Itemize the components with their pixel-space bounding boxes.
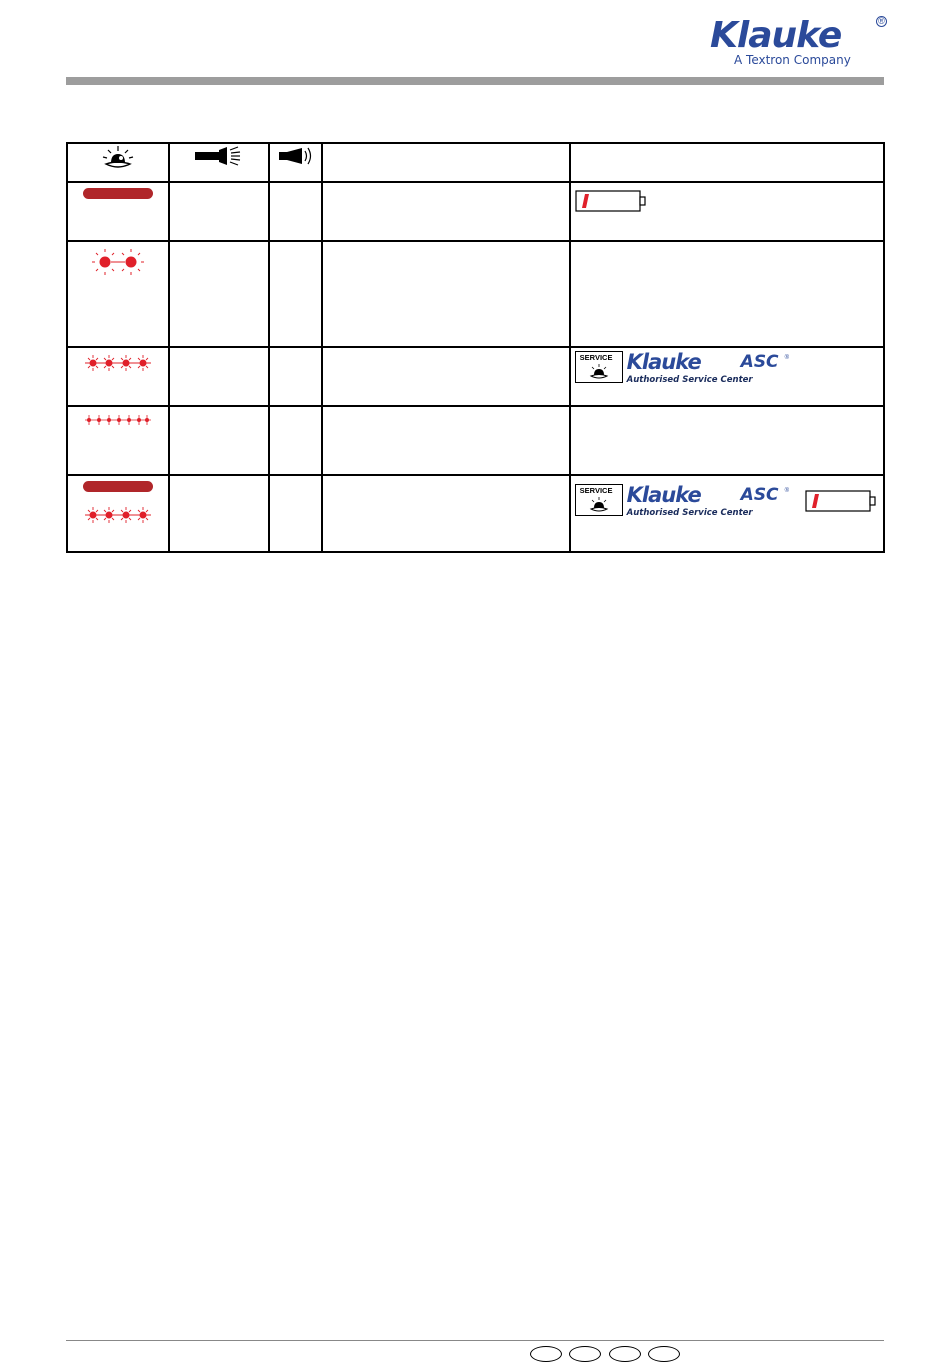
language-oval xyxy=(569,1346,601,1362)
status-table xyxy=(66,142,885,553)
status-led-icon xyxy=(588,496,610,512)
service-label: SERVICE xyxy=(579,353,613,362)
table-row xyxy=(67,406,884,475)
header-sound-cell xyxy=(269,143,321,182)
asc-tagline: Authorised Service Center xyxy=(626,375,753,385)
header-rule xyxy=(66,77,884,85)
sound-cell xyxy=(269,241,321,347)
asc-brand: Klauke xyxy=(626,483,701,507)
light-cell xyxy=(169,182,270,241)
status-led-icon xyxy=(100,144,136,168)
sound-cell xyxy=(269,182,321,241)
remedy-cell xyxy=(570,347,884,406)
language-oval xyxy=(648,1346,680,1362)
buzzer-icon xyxy=(276,144,316,168)
description-cell xyxy=(322,182,570,241)
description-cell xyxy=(322,241,570,347)
service-icon xyxy=(575,351,623,383)
sound-cell xyxy=(269,475,321,552)
header-led-cell xyxy=(67,143,169,182)
asc-registered-mark: ® xyxy=(784,355,790,361)
language-oval xyxy=(530,1346,562,1362)
table-row xyxy=(67,241,884,347)
asc-tagline: Authorised Service Center xyxy=(626,508,753,518)
led-cell xyxy=(67,182,169,241)
continuous-red-bar xyxy=(83,188,153,199)
remedy-cell xyxy=(570,406,884,475)
remedy-cell xyxy=(570,475,884,552)
led-cell xyxy=(67,347,169,406)
description-cell xyxy=(322,406,570,475)
light-cell xyxy=(169,347,270,406)
sound-cell xyxy=(269,347,321,406)
led-cell xyxy=(67,241,169,347)
asc-program: ASC xyxy=(740,485,779,505)
four-red-flashes xyxy=(83,506,153,524)
brand-tagline: A Textron Company xyxy=(734,53,851,67)
language-ovals xyxy=(530,1346,683,1364)
brand-name: Klauke xyxy=(710,15,842,56)
description-cell xyxy=(322,475,570,552)
footer-rule xyxy=(66,1340,884,1341)
light-cell xyxy=(169,475,270,552)
four-red-flashes xyxy=(83,354,153,372)
light-cell xyxy=(169,241,270,347)
asc-logo xyxy=(626,350,797,385)
continuous-red-bar xyxy=(83,481,153,492)
asc-logo xyxy=(626,483,797,518)
work-light-icon xyxy=(193,144,245,168)
status-led-icon xyxy=(588,363,610,379)
table-row xyxy=(67,475,884,552)
brand-logo xyxy=(700,14,890,70)
service-icon xyxy=(575,484,623,516)
rapid-red-flashes xyxy=(83,413,153,427)
asc-program: ASC xyxy=(740,352,779,372)
sound-cell xyxy=(269,406,321,475)
two-red-flashes xyxy=(88,248,148,276)
language-oval xyxy=(609,1346,641,1362)
battery-low-icon xyxy=(575,188,651,214)
header-description-cell xyxy=(322,143,570,182)
table-row xyxy=(67,182,884,241)
light-cell xyxy=(169,406,270,475)
led-cell xyxy=(67,406,169,475)
service-label: SERVICE xyxy=(579,486,613,495)
registered-mark: ® xyxy=(876,16,887,27)
table-row xyxy=(67,347,884,406)
table-header-row xyxy=(67,143,884,182)
header-remedy-cell xyxy=(570,143,884,182)
asc-registered-mark: ® xyxy=(784,488,790,494)
remedy-cell xyxy=(570,241,884,347)
asc-brand: Klauke xyxy=(626,350,701,374)
battery-low-icon xyxy=(805,488,881,514)
led-cell xyxy=(67,475,169,552)
header-light-cell xyxy=(169,143,270,182)
description-cell xyxy=(322,347,570,406)
remedy-cell xyxy=(570,182,884,241)
